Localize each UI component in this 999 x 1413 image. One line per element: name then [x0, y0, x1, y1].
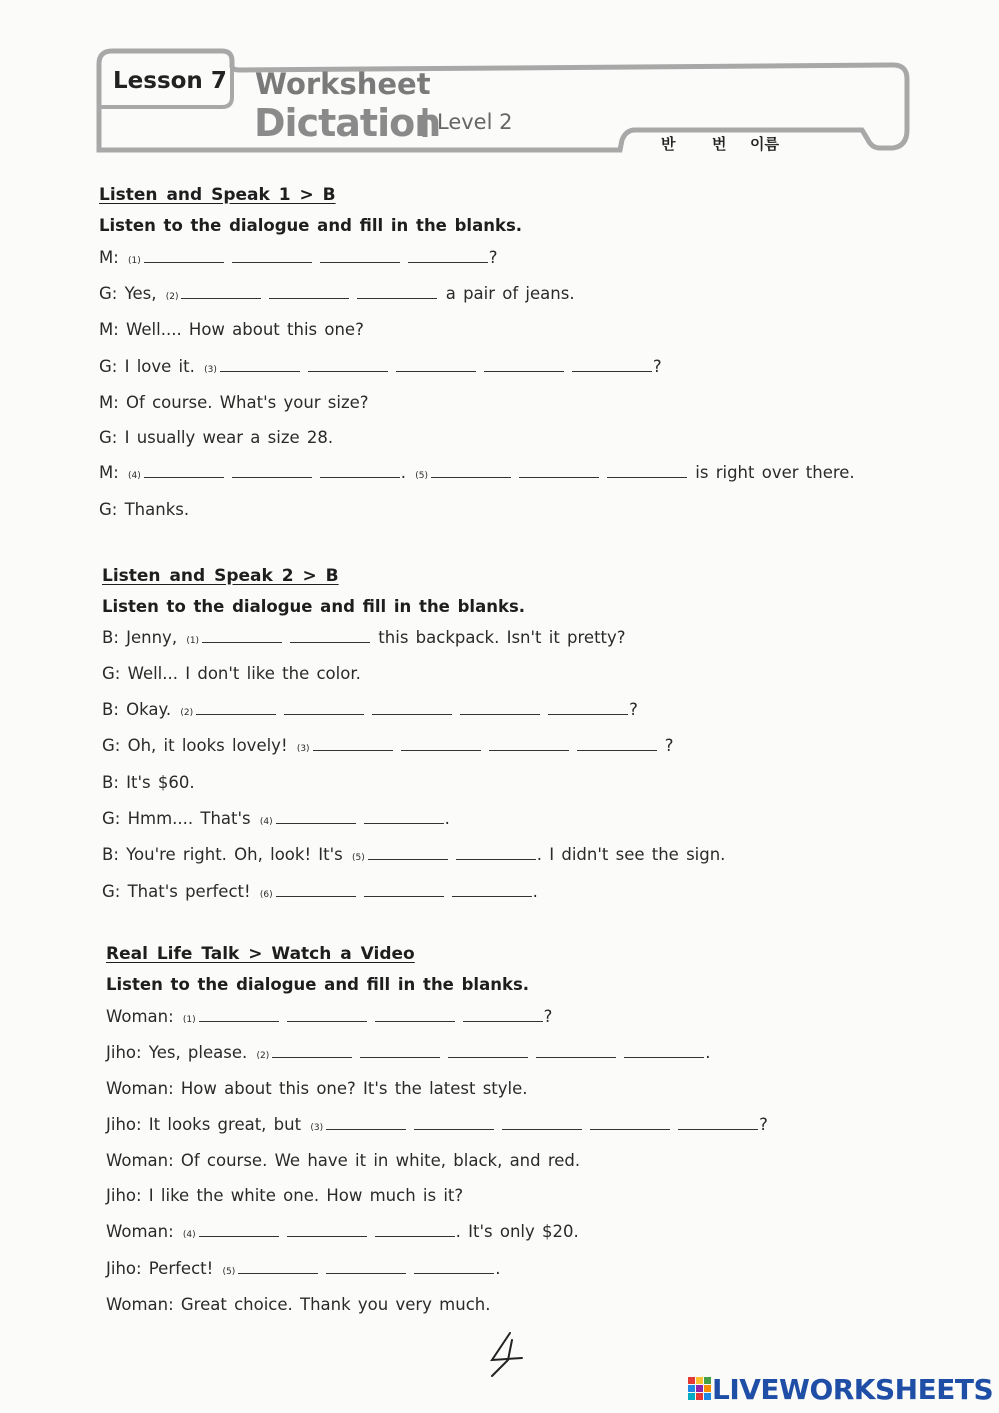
dialogue-text: G: Oh, it looks lovely! — [102, 736, 295, 755]
dialogue-text: G: I usually wear a size 28. — [99, 428, 334, 447]
section-title: Listen and Speak 1 > B — [99, 185, 336, 205]
dialogue-text: ? — [629, 700, 638, 719]
dialogue-text: Jiho: Perfect! — [106, 1259, 221, 1278]
blank-number: (3) — [204, 365, 217, 375]
answer-blank[interactable] — [181, 297, 261, 299]
dialogue-line — [99, 248, 498, 267]
blank-number: (6) — [259, 890, 273, 900]
blank-number: (5) — [222, 1267, 236, 1277]
dialogue-text: this backpack. Isn't it pretty? — [371, 628, 626, 647]
dialogue-text: Jiho: I like the white one. How much is it? — [106, 1186, 464, 1205]
answer-blank[interactable] — [287, 1020, 367, 1022]
section-title: Real Life Talk > Watch a Video — [106, 944, 415, 964]
blank-number: (5) — [415, 471, 429, 481]
dialogue-text: . I didn't see the sign. — [536, 845, 726, 864]
answer-blank[interactable] — [272, 1056, 352, 1058]
answer-blank[interactable] — [452, 895, 532, 897]
dialogue-text: ? — [759, 1115, 768, 1134]
worksheet-label: Worksheet — [255, 67, 431, 101]
dialogue-text: ? — [652, 357, 662, 376]
section-instruction: Listen to the dialogue and fill in the blanks. — [102, 597, 526, 616]
answer-blank[interactable] — [364, 895, 444, 897]
dialogue-line — [106, 1259, 500, 1278]
lesson-label: Lesson 7 — [113, 68, 227, 94]
dialogue-line — [102, 700, 638, 719]
dialogue-text: . It's only $20. — [455, 1222, 579, 1241]
answer-blank[interactable] — [414, 1272, 494, 1274]
dialogue-text: Woman: How about this one? It's the latest style. — [106, 1079, 528, 1098]
dialogue-text: . — [444, 809, 450, 828]
dialogue-text: Jiho: It looks great, but — [106, 1115, 309, 1134]
section-instruction: Listen to the dialogue and fill in the blanks. — [99, 216, 523, 235]
answer-blank[interactable] — [290, 641, 370, 643]
dialogue-text: B: It's $60. — [102, 773, 195, 792]
dialogue-line — [106, 1295, 490, 1314]
blank-number: (1) — [128, 256, 141, 266]
answer-blank[interactable] — [320, 261, 400, 263]
page-number — [486, 1330, 526, 1380]
blank-number: (4) — [259, 817, 273, 827]
blank-number: (3) — [310, 1123, 324, 1133]
dialogue-text: G: Thanks. — [99, 500, 190, 519]
dialogue-text: G: Well... I don't like the color. — [102, 664, 361, 683]
dialogue-text: G: I love it. — [99, 357, 203, 376]
answer-blank[interactable] — [577, 749, 657, 751]
dialogue-text: G: That's perfect! — [102, 882, 258, 901]
dialogue-line — [99, 500, 189, 519]
answer-blank[interactable] — [678, 1128, 758, 1130]
dialogue-text: . — [532, 882, 538, 901]
number-field-label: 번 — [712, 135, 727, 153]
answer-blank[interactable] — [463, 1020, 543, 1022]
dialogue-line — [102, 736, 674, 755]
dialogue-text: G: Yes, — [99, 284, 164, 303]
answer-blank[interactable] — [368, 858, 448, 860]
answer-blank[interactable] — [519, 476, 599, 478]
dialogue-text: a pair of jeans. — [438, 284, 575, 303]
answer-blank[interactable] — [199, 1235, 279, 1237]
dialogue-line — [102, 882, 538, 901]
answer-blank[interactable] — [144, 261, 224, 263]
dialogue-text: Woman: Of course. We have it in white, black, and red. — [106, 1151, 581, 1170]
answer-blank[interactable] — [284, 713, 364, 715]
dialogue-line — [106, 1115, 768, 1134]
answer-blank[interactable] — [276, 822, 356, 824]
dialogue-line — [106, 1007, 552, 1026]
blank-number: (3) — [296, 744, 310, 754]
answer-blank[interactable] — [536, 1056, 616, 1058]
answer-blank[interactable] — [320, 476, 400, 478]
dialogue-line — [106, 1151, 580, 1170]
dialogue-text: is right over there. — [688, 463, 855, 482]
answer-blank[interactable] — [308, 370, 388, 372]
answer-blank[interactable] — [364, 822, 444, 824]
worksheet-header — [0, 0, 999, 170]
answer-blank[interactable] — [456, 858, 536, 860]
dialogue-text: M: Well.... How about this one? — [99, 320, 364, 339]
dialogue-text: . — [495, 1259, 501, 1278]
dialogue-text: ? — [488, 248, 498, 267]
answer-blank[interactable] — [220, 370, 300, 372]
dialogue-line — [99, 284, 575, 303]
answer-blank[interactable] — [357, 297, 437, 299]
section-instruction: Listen to the dialogue and fill in the blanks. — [106, 975, 530, 994]
answer-blank[interactable] — [238, 1272, 318, 1274]
answer-blank[interactable] — [502, 1128, 582, 1130]
dialogue-text: Woman: — [106, 1222, 181, 1241]
blank-number: (2) — [165, 292, 179, 302]
dialogue-line — [99, 357, 662, 376]
dialogue-line — [106, 1043, 711, 1062]
dialogue-line — [102, 845, 725, 864]
answer-blank[interactable] — [276, 895, 356, 897]
dialogue-line — [99, 428, 333, 447]
blank-number: (4) — [128, 471, 141, 481]
blank-number: (1) — [182, 1015, 196, 1025]
answer-blank[interactable] — [313, 749, 393, 751]
dialogue-text: Woman: — [106, 1007, 181, 1026]
answer-blank[interactable] — [408, 261, 488, 263]
blank-number: (2) — [180, 708, 194, 718]
dialogue-line — [99, 393, 369, 412]
answer-blank[interactable] — [144, 476, 224, 478]
blank-number: (5) — [352, 853, 365, 863]
dialogue-text: . — [400, 463, 414, 482]
answer-blank[interactable] — [196, 713, 276, 715]
dialogue-text: M: — [99, 463, 127, 482]
answer-blank[interactable] — [396, 370, 476, 372]
answer-blank[interactable] — [624, 1056, 704, 1058]
dialogue-text: B: You're right. Oh, look! It's — [102, 845, 351, 864]
answer-blank[interactable] — [372, 713, 452, 715]
answer-blank[interactable] — [548, 713, 628, 715]
blank-number: (1) — [186, 636, 200, 646]
dialogue-line — [106, 1186, 463, 1205]
answer-blank[interactable] — [287, 1235, 367, 1237]
answer-blank[interactable] — [360, 1056, 440, 1058]
dialogue-line — [106, 1222, 579, 1241]
section-title: Listen and Speak 2 > B — [102, 566, 339, 586]
answer-blank[interactable] — [269, 297, 349, 299]
dialogue-text: ? — [657, 736, 674, 755]
liveworksheets-logo — [688, 1374, 993, 1404]
name-field-label: 이름 — [750, 135, 779, 153]
answer-blank[interactable] — [232, 261, 312, 263]
answer-blank[interactable] — [375, 1020, 455, 1022]
liveworksheets-icon — [688, 1377, 712, 1401]
dialogue-line — [106, 1079, 528, 1098]
level-label: Level 2 — [437, 110, 513, 134]
answer-blank[interactable] — [326, 1272, 406, 1274]
dialogue-text: B: Jenny, — [102, 628, 185, 647]
answer-blank[interactable] — [232, 476, 312, 478]
answer-blank[interactable] — [448, 1056, 528, 1058]
answer-blank[interactable] — [489, 749, 569, 751]
liveworksheets-text: LIVEWORKSHEETS — [712, 1372, 994, 1406]
dialogue-line — [102, 773, 195, 792]
dialogue-line — [102, 664, 361, 683]
dialogue-line — [99, 320, 364, 339]
dialogue-line — [102, 809, 450, 828]
answer-blank[interactable] — [431, 476, 511, 478]
dialogue-text: B: Okay. — [102, 700, 179, 719]
dialogue-text: G: Hmm.... That's — [102, 809, 258, 828]
dictation-label: Dictation — [254, 101, 441, 145]
answer-blank[interactable] — [572, 370, 652, 372]
answer-blank[interactable] — [401, 749, 481, 751]
answer-blank[interactable] — [590, 1128, 670, 1130]
answer-blank[interactable] — [326, 1128, 406, 1130]
answer-blank[interactable] — [202, 641, 282, 643]
dialogue-text: ? — [543, 1007, 553, 1026]
class-field-label: 반 — [661, 135, 676, 153]
dialogue-text: M: Of course. What's your size? — [99, 393, 369, 412]
answer-blank[interactable] — [414, 1128, 494, 1130]
dialogue-line — [102, 628, 626, 647]
dialogue-line — [99, 463, 855, 482]
dialogue-text: M: — [99, 248, 127, 267]
dialogue-text: Woman: Great choice. Thank you very much. — [106, 1295, 491, 1314]
answer-blank[interactable] — [460, 713, 540, 715]
answer-blank[interactable] — [199, 1020, 279, 1022]
blank-number: (2) — [256, 1051, 270, 1061]
answer-blank[interactable] — [607, 476, 687, 478]
dialogue-text: Jiho: Yes, please. — [106, 1043, 255, 1062]
dialogue-text: . — [705, 1043, 711, 1062]
answer-blank[interactable] — [375, 1235, 455, 1237]
answer-blank[interactable] — [484, 370, 564, 372]
blank-number: (4) — [182, 1230, 196, 1240]
